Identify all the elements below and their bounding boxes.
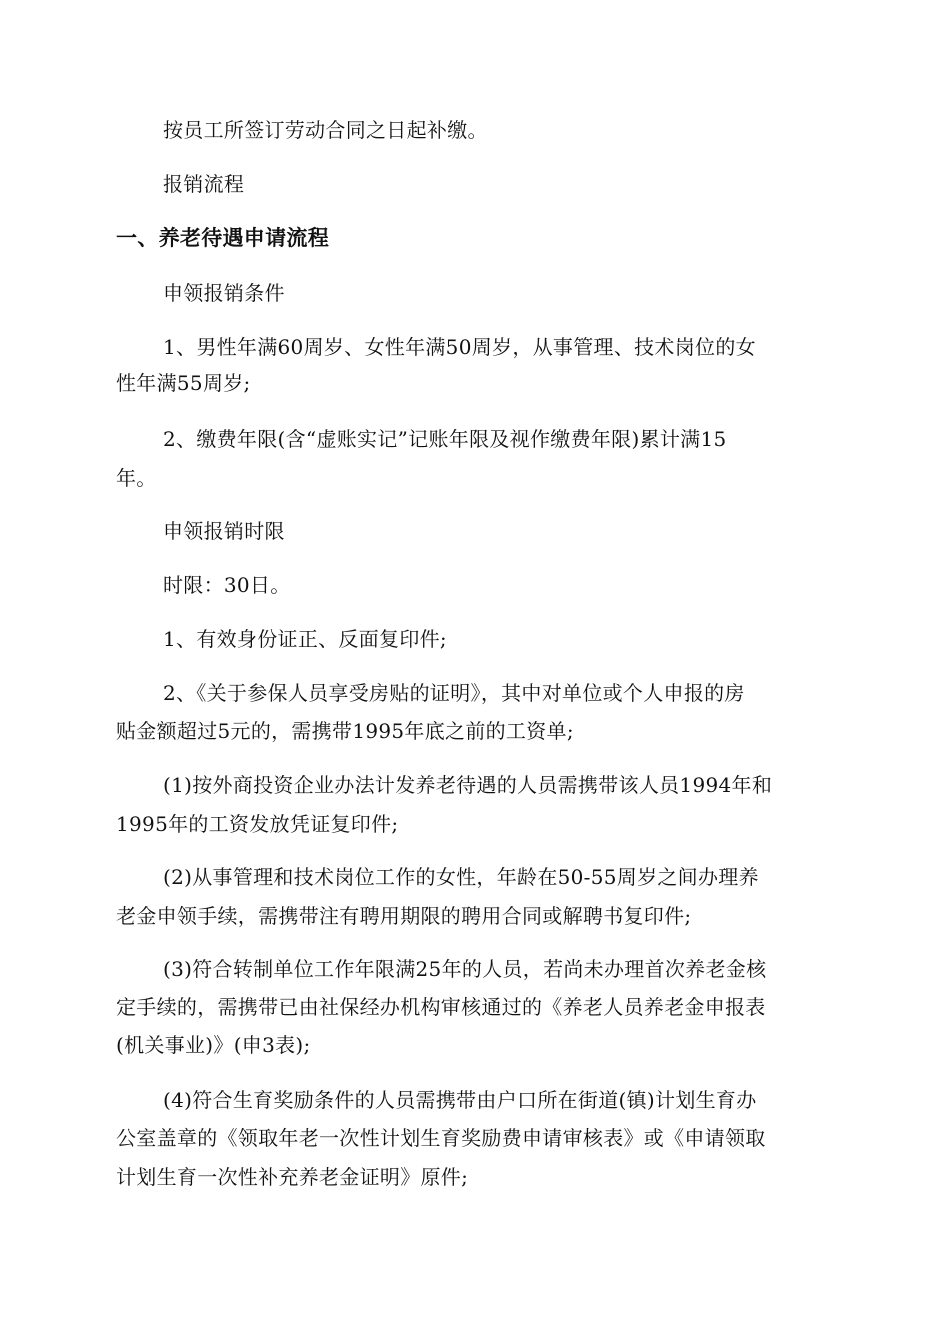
paragraph-line: 贴金额超过5元的，需携带1995年底之前的工资单; bbox=[116, 719, 574, 743]
paragraph-line: 2、缴费年限(含“虚账实记”记账年限及视作缴费年限)累计满15 bbox=[163, 427, 727, 451]
paragraph-line: 公室盖章的《领取年老一次性计划生育奖励费申请审核表》或《申请领取 bbox=[116, 1126, 766, 1150]
paragraph-line: 报销流程 bbox=[163, 172, 245, 196]
paragraph-line: 老金申领手续，需携带注有聘用期限的聘用合同或解聘书复印件; bbox=[116, 904, 692, 928]
paragraph-line: 定手续的，需携带已由社保经办机构审核通过的《养老人员养老金申报表 bbox=[116, 995, 766, 1019]
paragraph-line: (2)从事管理和技术岗位工作的女性，年龄在50-55周岁之间办理养 bbox=[163, 865, 759, 889]
paragraph-line: 1、有效身份证正、反面复印件; bbox=[163, 627, 447, 651]
paragraph-line: 年。 bbox=[116, 466, 157, 490]
paragraph-line: 申领报销时限 bbox=[163, 519, 285, 543]
paragraph-line: 申领报销条件 bbox=[163, 281, 285, 305]
paragraph-line: 性年满55周岁; bbox=[116, 371, 251, 395]
paragraph-line: 1、男性年满60周岁、女性年满50周岁，从事管理、技术岗位的女 bbox=[163, 335, 756, 359]
paragraph-line: 1995年的工资发放凭证复印件; bbox=[116, 812, 399, 836]
paragraph-line: (1)按外商投资企业办法计发养老待遇的人员需携带该人员1994年和 bbox=[163, 773, 773, 797]
paragraph-line: 时限：30日。 bbox=[163, 573, 291, 597]
paragraph-line: (机关事业)》(申3表); bbox=[116, 1033, 311, 1057]
section-heading: 一、养老待遇申请流程 bbox=[116, 226, 329, 250]
paragraph-line: (4)符合生育奖励条件的人员需携带由户口所在街道(镇)计划生育办 bbox=[163, 1088, 757, 1112]
paragraph-line: 计划生育一次性补充养老金证明》原件; bbox=[116, 1165, 469, 1189]
paragraph-line: 按员工所签订劳动合同之日起补缴。 bbox=[163, 118, 488, 142]
paragraph-line: (3)符合转制单位工作年限满25年的人员，若尚未办理首次养老金核 bbox=[163, 957, 767, 981]
paragraph-line: 2、《关于参保人员享受房贴的证明》，其中对单位或个人申报的房 bbox=[163, 681, 745, 705]
